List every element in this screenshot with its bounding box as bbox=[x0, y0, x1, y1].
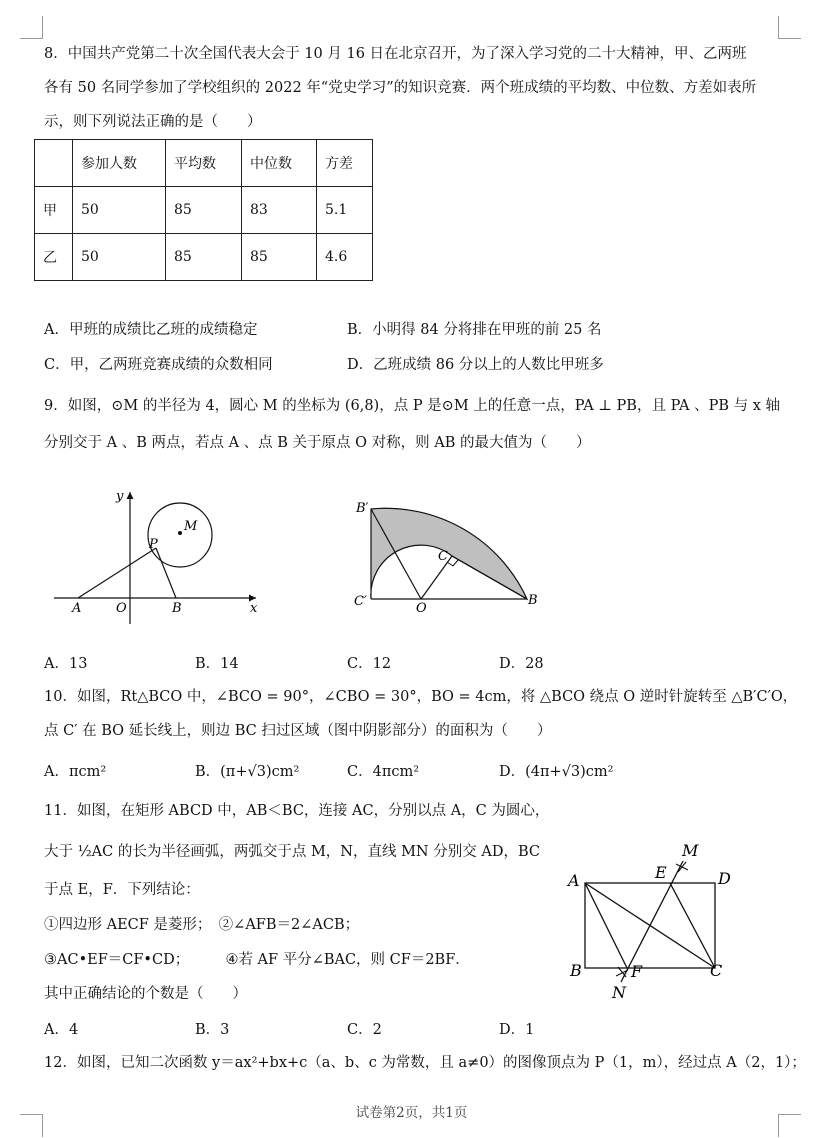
q10-option-d: D．(4π+√3)cm² bbox=[499, 764, 614, 780]
table-cell: 85 bbox=[166, 234, 242, 281]
q10-text-line2: 点 C′ 在 BO 延长线上，则边 BC 扫过区域（图中阴影部分）的面积为（ ） bbox=[44, 723, 552, 739]
q9-option-a: A．13 bbox=[44, 656, 88, 672]
q10-option-b: B．(π+√3)cm² bbox=[195, 764, 300, 780]
label-x: x bbox=[250, 601, 258, 616]
q10-text-line1: 10．如图，Rt△BCO 中，∠BCO = 90°，∠CBO = 30°，BO = 4cm，将 △BCO 绕点 O 逆时针旋转至 △B′C′O， bbox=[44, 689, 798, 705]
q11-text-line3: 于点 E，F．下列结论： bbox=[44, 882, 200, 898]
label-e: E bbox=[655, 863, 667, 882]
table-header-row bbox=[35, 140, 373, 187]
q10-option-a: A．πcm² bbox=[44, 764, 107, 780]
q8-option-d: D．乙班成绩 86 分以上的人数比甲班多 bbox=[347, 357, 604, 373]
page-footer: 试卷第2页，共1页 bbox=[355, 1105, 468, 1121]
label-b: B bbox=[172, 601, 182, 616]
q8-text-line2: 各有 50 名同学参加了学校组织的 2022 年“党史学习”的知识竞赛．两个班成绩的平均数、中位数、方差如表所 bbox=[44, 80, 757, 96]
table-cell: 4.6 bbox=[317, 234, 373, 281]
label-b: B bbox=[570, 961, 582, 980]
table-cell: 85 bbox=[166, 187, 242, 234]
table-cell: 5.1 bbox=[317, 187, 373, 234]
center-m-dot bbox=[178, 531, 182, 535]
table-header-cell: 中位数 bbox=[242, 140, 317, 187]
q11-text-line6: 其中正确结论的个数是（ ） bbox=[44, 986, 247, 1002]
q11-option-d: D．1 bbox=[499, 1022, 535, 1038]
label-m: M bbox=[682, 841, 699, 860]
label-a: A bbox=[568, 871, 580, 890]
label-y: y bbox=[116, 489, 124, 504]
segment-pa bbox=[78, 548, 156, 598]
label-n: N bbox=[612, 983, 626, 1002]
label-o: O bbox=[416, 601, 427, 615]
q8-option-c: C．甲，乙两班竞赛成绩的众数相同 bbox=[44, 357, 273, 373]
q11-option-b: B．3 bbox=[195, 1022, 230, 1038]
segment-af bbox=[585, 883, 627, 968]
q8-option-b: B．小明得 84 分将排在甲班的前 25 名 bbox=[347, 322, 602, 338]
segment-ec bbox=[670, 883, 715, 968]
label-a: A bbox=[72, 601, 82, 616]
segment-pb bbox=[156, 548, 176, 598]
label-b: B bbox=[528, 593, 538, 608]
label-o: O bbox=[116, 601, 127, 616]
table-cell: 83 bbox=[242, 187, 317, 234]
table-cell: 乙 bbox=[35, 234, 73, 281]
q8-text-line3: 示，则下列说法正确的是（ ） bbox=[44, 114, 262, 130]
crop-mark-top-left bbox=[20, 16, 43, 39]
table-cell: 85 bbox=[242, 234, 317, 281]
q11-text-line2: 大于 ½AC 的长为半径画弧，两弧交于点 M，N，直线 MN 分别交 AD，BC bbox=[44, 844, 540, 860]
q9-option-b: B．14 bbox=[195, 656, 239, 672]
label-c-prime: C′ bbox=[354, 594, 367, 609]
table-header-cell: 参加人数 bbox=[73, 140, 166, 187]
q8-option-a: A．甲班的成绩比乙班的成绩稳定 bbox=[44, 322, 258, 338]
table-header-cell bbox=[35, 140, 73, 187]
q10-option-c: C．4πcm² bbox=[347, 764, 420, 780]
q9-text-line1: 9．如图，⊙M 的半径为 4，圆心 M 的坐标为 (6,8)，点 P 是⊙M 上的任意一点，PA ⊥ PB，且 PA 、PB 与 x 轴 bbox=[44, 398, 780, 414]
q8-text-line1: 8．中国共产党第二十次全国代表大会于 10 月 16 日在北京召开，为了深入学习党的二十大精神，甲、乙两班 bbox=[44, 46, 747, 62]
q9-option-c: C．12 bbox=[347, 656, 392, 672]
table-cell: 甲 bbox=[35, 187, 73, 234]
q9-option-d: D．28 bbox=[499, 656, 544, 672]
table-cell: 50 bbox=[73, 187, 166, 234]
crop-mark-top-right bbox=[778, 16, 801, 39]
q12-text-line1: 12．如图，已知二次函数 y＝ax²+bx+c（a、b、c 为常数，且 a≠0）的图像顶点为 P（1，m），经过点 A（2，1）； bbox=[44, 1055, 806, 1071]
label-c: C bbox=[710, 961, 723, 980]
q11-option-a: A．4 bbox=[44, 1022, 79, 1038]
q11-figure bbox=[560, 836, 750, 1006]
label-p: P bbox=[149, 537, 158, 552]
q11-option-c: C．2 bbox=[347, 1022, 382, 1038]
table-header-cell: 方差 bbox=[317, 140, 373, 187]
label-m: M bbox=[184, 519, 198, 534]
table-row bbox=[35, 234, 373, 281]
table-row bbox=[35, 187, 373, 234]
q11-text-line5: ③AC•EF＝CF•CD； ④若 AF 平分∠BAC，则 CF＝2BF． bbox=[44, 952, 470, 968]
label-f: F bbox=[631, 962, 643, 981]
q9-text-line2: 分别交于 A 、B 两点，若点 A 、点 B 关于原点 O 对称，则 AB 的最大值为（ ） bbox=[44, 435, 591, 451]
q9-figure bbox=[44, 478, 274, 628]
label-c: C bbox=[438, 549, 448, 564]
table-header-cell: 平均数 bbox=[166, 140, 242, 187]
q11-text-line4: ①四边形 AECF 是菱形； ②∠AFB＝2∠ACB； bbox=[44, 917, 360, 933]
q8-score-table bbox=[34, 139, 373, 281]
label-b-prime: B′ bbox=[356, 501, 369, 516]
label-d: D bbox=[718, 869, 731, 888]
table-cell: 50 bbox=[73, 234, 166, 281]
q11-text-line1: 11．如图，在矩形 ABCD 中，AB＜BC，连接 AC，分别以点 A，C 为圆心， bbox=[44, 803, 550, 819]
q10-figure bbox=[350, 490, 550, 615]
